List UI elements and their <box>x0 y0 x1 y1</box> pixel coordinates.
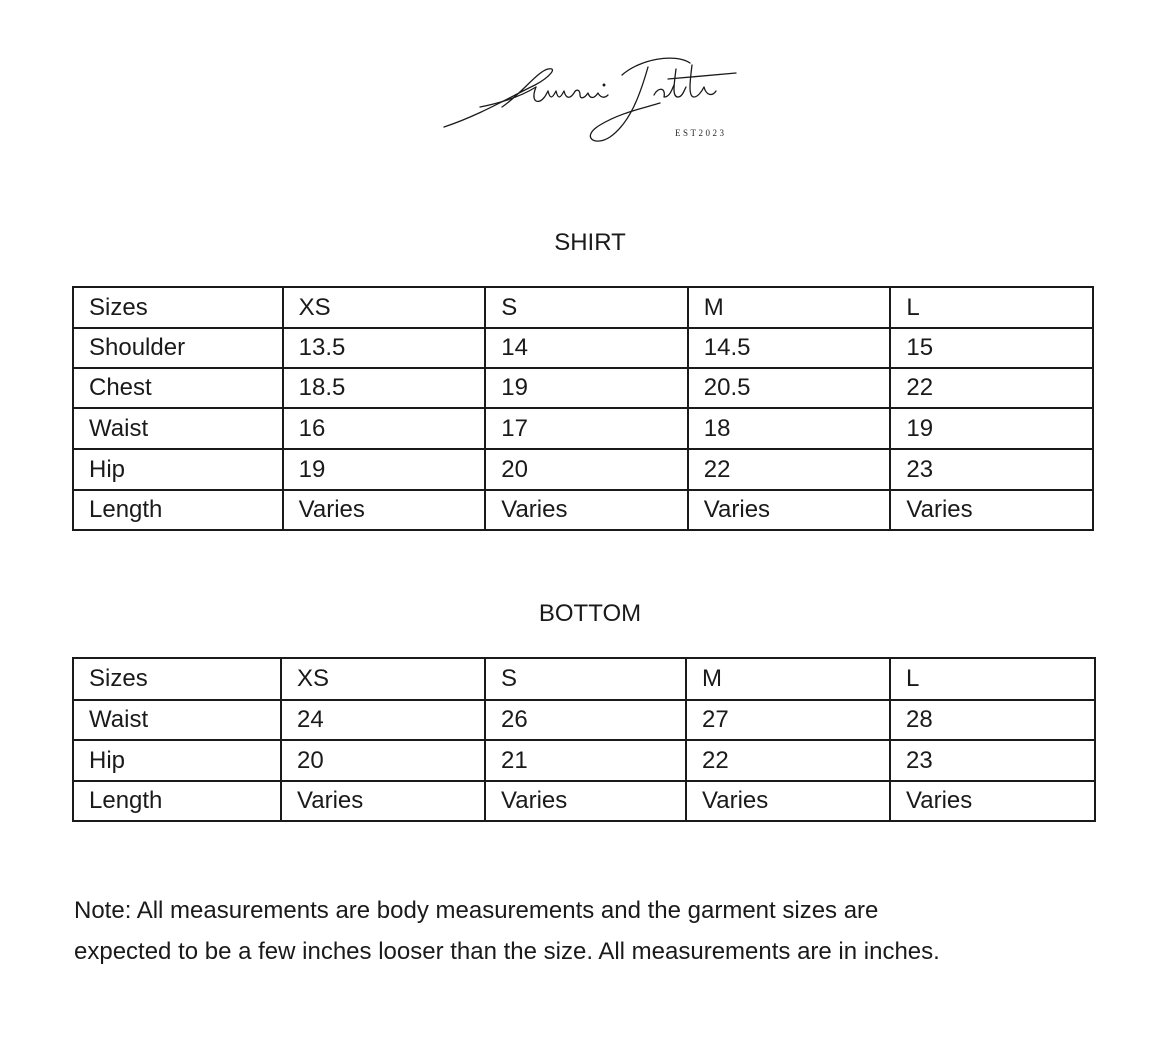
table-cell: 22 <box>688 449 891 490</box>
header-cell: Sizes <box>73 658 281 700</box>
table-cell: 20 <box>485 449 688 490</box>
table-cell: 20 <box>281 740 485 781</box>
row-label: Length <box>73 781 281 821</box>
header-cell: XS <box>283 287 486 328</box>
table-cell: 13.5 <box>283 328 486 368</box>
header-cell: Sizes <box>73 287 283 328</box>
table-row <box>73 781 1095 821</box>
note-line: Note: All measurements are body measurements and the garment sizes are <box>74 897 879 924</box>
row-label: Hip <box>73 449 283 490</box>
table-cell: 28 <box>890 700 1095 740</box>
table-cell: 18 <box>688 408 891 449</box>
table-header-row <box>73 287 1093 328</box>
row-label: Chest <box>73 368 283 408</box>
established-year: EST2023 <box>675 128 727 138</box>
row-label: Length <box>73 490 283 530</box>
header-cell: L <box>890 287 1093 328</box>
table-row <box>73 368 1093 408</box>
table-cell: 14 <box>485 328 688 368</box>
table-header-row <box>73 658 1095 700</box>
table-cell: 27 <box>686 700 890 740</box>
note-line: expected to be a few inches looser than the size. All measurements are in inches. <box>74 938 940 965</box>
table-cell: 15 <box>890 328 1093 368</box>
table-cell: Varies <box>485 490 688 530</box>
table-cell: 19 <box>890 408 1093 449</box>
table-cell: Varies <box>890 490 1093 530</box>
header-cell: M <box>686 658 890 700</box>
measurement-note <box>74 890 1134 972</box>
table-cell: 14.5 <box>688 328 891 368</box>
table-cell: Varies <box>485 781 686 821</box>
table-cell: Varies <box>890 781 1095 821</box>
bottom-section-title: BOTTOM <box>538 600 642 627</box>
bottom-size-table <box>72 657 1096 822</box>
table-row <box>73 408 1093 449</box>
row-label: Shoulder <box>73 328 283 368</box>
table-cell: Varies <box>281 781 485 821</box>
table-cell: 22 <box>686 740 890 781</box>
table-cell: 18.5 <box>283 368 486 408</box>
table-row <box>73 449 1093 490</box>
table-row <box>73 328 1093 368</box>
table-cell: Varies <box>686 781 890 821</box>
table-row <box>73 490 1093 530</box>
table-cell: 19 <box>485 368 688 408</box>
header-cell: L <box>890 658 1095 700</box>
table-row <box>73 700 1095 740</box>
shirt-size-table <box>72 286 1094 531</box>
table-cell: Varies <box>283 490 486 530</box>
table-cell: 16 <box>283 408 486 449</box>
row-label: Waist <box>73 700 281 740</box>
table-cell: 21 <box>485 740 686 781</box>
shirt-section-title: SHIRT <box>554 229 626 256</box>
table-cell: 23 <box>890 449 1093 490</box>
table-cell: 19 <box>283 449 486 490</box>
header-cell: S <box>485 287 688 328</box>
table-cell: 17 <box>485 408 688 449</box>
row-label: Waist <box>73 408 283 449</box>
table-cell: Varies <box>688 490 891 530</box>
table-cell: 20.5 <box>688 368 891 408</box>
header-cell: M <box>688 287 891 328</box>
table-row <box>73 740 1095 781</box>
row-label: Hip <box>73 740 281 781</box>
table-cell: 22 <box>890 368 1093 408</box>
table-cell: 24 <box>281 700 485 740</box>
table-cell: 23 <box>890 740 1095 781</box>
table-cell: 26 <box>485 700 686 740</box>
header-cell: XS <box>281 658 485 700</box>
header-cell: S <box>485 658 686 700</box>
